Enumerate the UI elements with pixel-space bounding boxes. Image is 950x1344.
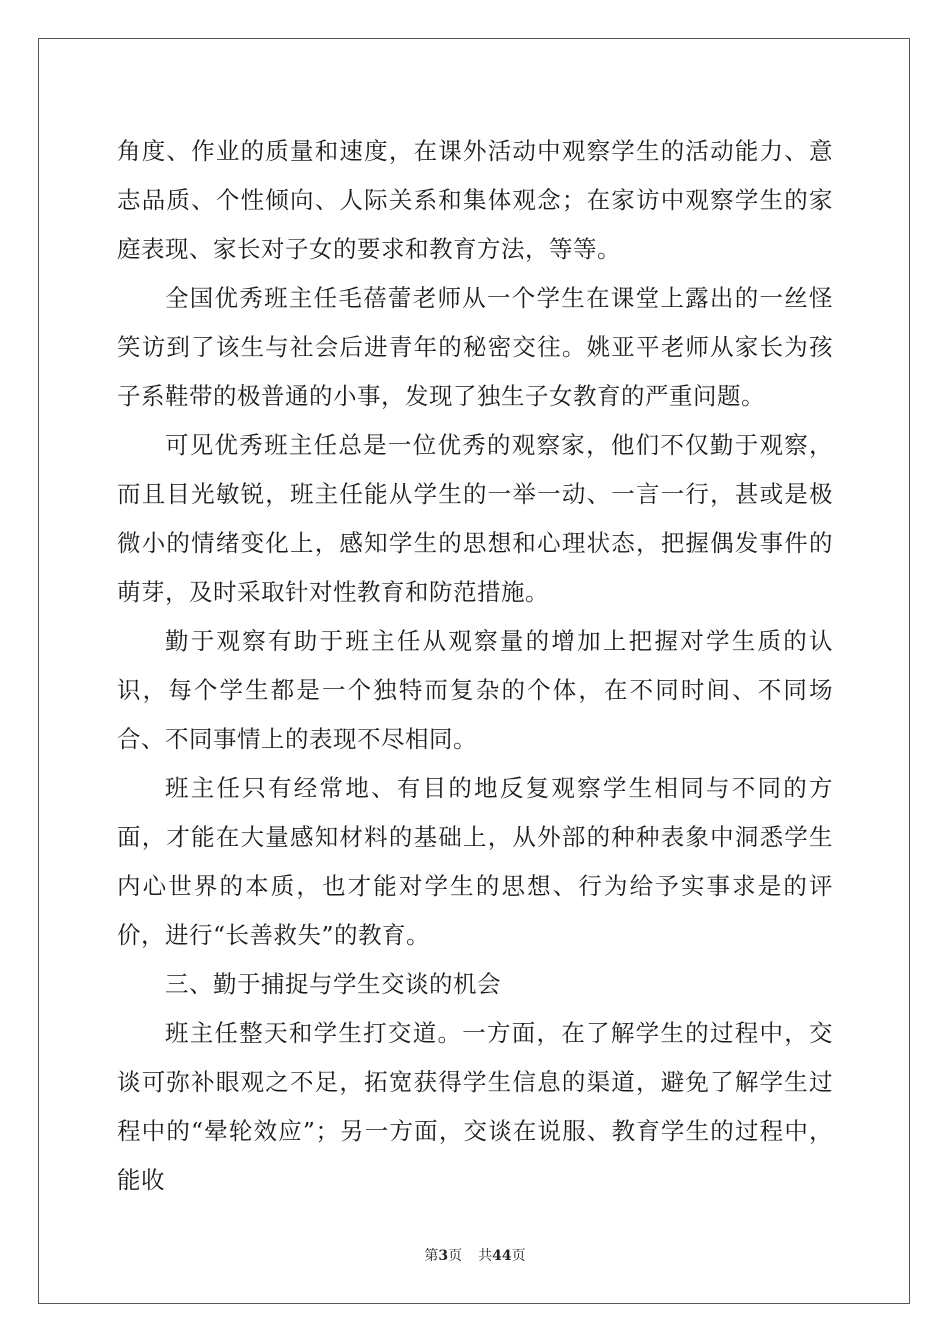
document-body	[117, 127, 833, 1205]
total-pages-number: 44	[492, 1248, 512, 1264]
page-suffix: 页	[448, 1248, 463, 1264]
current-page-number: 3	[438, 1248, 449, 1264]
total-suffix: 页	[511, 1248, 526, 1264]
page-footer	[0, 1247, 950, 1265]
paragraph: 班主任只有经常地、有目的地反复观察学生相同与不同的方面，才能在大量感知材料的基础上，从外部的种种表象中洞悉学生内心世界的本质，也才能对学生的思想、行为给予实事求是的评价，进行“长善救失”的教育。	[117, 774, 833, 949]
total-prefix: 共	[478, 1248, 493, 1264]
paragraph: 班主任整天和学生打交道。一方面，在了解学生的过程中，交谈可弥补眼观之不足，拓宽获得学生信息的渠道，避免了解学生过程中的“晕轮效应”；另一方面，交谈在说服、教育学生的过程中，能收	[117, 1019, 833, 1194]
paragraph: 角度、作业的质量和速度，在课外活动中观察学生的活动能力、意志品质、个性倾向、人际关系和集体观念；在家访中观察学生的家庭表现、家长对子女的要求和教育方法，等等。	[117, 137, 833, 263]
section-heading: 三、勤于捕捉与学生交谈的机会	[165, 970, 501, 998]
page-prefix: 第	[424, 1248, 439, 1264]
paragraph: 可见优秀班主任总是一位优秀的观察家，他们不仅勤于观察，而且目光敏锐，班主任能从学生的一举一动、一言一行，甚或是极微小的情绪变化上，感知学生的思想和心理状态，把握偶发事件的萌芽，及时采取针对性教育和防范措施。	[117, 431, 833, 606]
paragraph: 全国优秀班主任毛蓓蕾老师从一个学生在课堂上露出的一丝怪笑访到了该生与社会后进青年的秘密交往。姚亚平老师从家长为孩子系鞋带的极普通的小事，发现了独生子女教育的严重问题。	[117, 284, 833, 410]
paragraph: 勤于观察有助于班主任从观察量的增加上把握对学生质的认识，每个学生都是一个独特而复杂的个体，在不同时间、不同场合、不同事情上的表现不尽相同。	[117, 627, 833, 753]
